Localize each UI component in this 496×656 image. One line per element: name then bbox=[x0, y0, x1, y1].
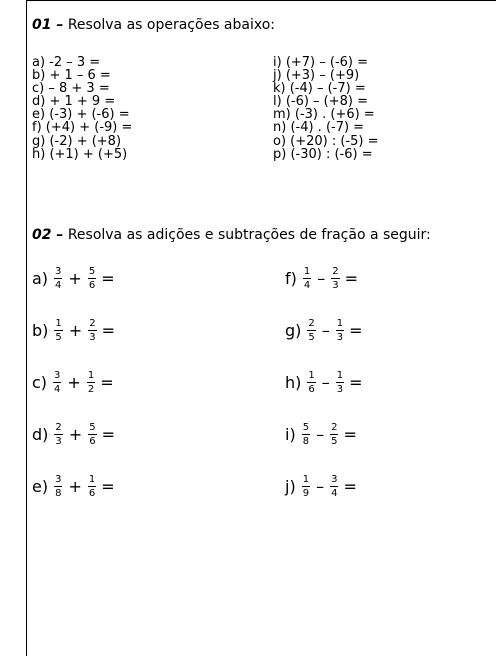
fraction-2 bbox=[88, 318, 96, 343]
equals-sign: = bbox=[343, 476, 357, 496]
fraction-item-g bbox=[285, 310, 363, 350]
operation-b: b) + 1 – 6 = bbox=[32, 68, 111, 84]
fraction-1 bbox=[307, 318, 315, 343]
equals-sign: = bbox=[344, 268, 359, 288]
item-letter: g) bbox=[285, 320, 302, 340]
denominator: 5 bbox=[331, 435, 338, 447]
numerator: 1 bbox=[88, 473, 96, 485]
fraction-2 bbox=[331, 266, 339, 291]
numerator: 3 bbox=[55, 473, 62, 485]
equals-sign: = bbox=[101, 424, 115, 444]
item-letter: d) bbox=[32, 424, 49, 444]
section-1-number: 01 – bbox=[32, 17, 64, 33]
fraction-1 bbox=[53, 370, 61, 395]
denominator: 2 bbox=[87, 383, 95, 395]
numerator: 1 bbox=[336, 317, 344, 329]
numerator: 5 bbox=[302, 421, 310, 433]
fraction-2 bbox=[87, 370, 95, 395]
operator: + bbox=[68, 476, 82, 496]
numerator: 1 bbox=[55, 317, 62, 329]
operator: – bbox=[316, 424, 325, 444]
denominator: 4 bbox=[331, 487, 338, 499]
fraction-item-d bbox=[32, 414, 115, 454]
numerator: 1 bbox=[303, 265, 311, 277]
denominator: 5 bbox=[308, 331, 315, 343]
item-letter: j) bbox=[285, 476, 296, 496]
numerator: 2 bbox=[331, 421, 338, 433]
denominator: 3 bbox=[332, 279, 339, 291]
fraction-2 bbox=[336, 318, 344, 343]
operation-e: e) (-3) + (-6) = bbox=[32, 107, 130, 123]
section-2-number: 02 – bbox=[32, 227, 64, 243]
operator: + bbox=[67, 372, 81, 392]
numerator: 5 bbox=[89, 421, 96, 433]
fraction-item-e bbox=[32, 466, 115, 506]
fraction-2 bbox=[88, 422, 96, 447]
operation-j: j) (+3) – (+9) bbox=[273, 68, 360, 84]
fraction-1 bbox=[54, 474, 62, 499]
equals-sign: = bbox=[101, 268, 115, 288]
operations-right-column bbox=[273, 56, 379, 161]
fraction-2 bbox=[336, 370, 344, 395]
operator: – bbox=[316, 476, 325, 496]
fraction-1 bbox=[54, 318, 62, 343]
operation-l: l) (-6) – (+8) = bbox=[273, 94, 369, 110]
numerator: 2 bbox=[308, 317, 315, 329]
operator: – bbox=[321, 372, 330, 392]
operator: – bbox=[321, 320, 330, 340]
numerator: 3 bbox=[54, 369, 61, 381]
fraction-2 bbox=[330, 422, 338, 447]
denominator: 5 bbox=[55, 331, 62, 343]
operation-o: o) (+20) : (-5) = bbox=[273, 133, 379, 149]
equals-sign: = bbox=[100, 372, 114, 392]
denominator: 3 bbox=[55, 435, 62, 447]
numerator: 3 bbox=[55, 265, 62, 277]
numerator: 2 bbox=[89, 317, 96, 329]
fraction-1 bbox=[54, 266, 62, 291]
item-letter: i) bbox=[285, 424, 296, 444]
operator: – bbox=[317, 268, 326, 288]
operation-m: m) (-3) . (+6) = bbox=[273, 107, 375, 123]
top-border-line bbox=[26, 0, 496, 1]
equals-sign: = bbox=[343, 424, 357, 444]
fraction-2 bbox=[330, 474, 338, 499]
numerator: 1 bbox=[302, 473, 310, 485]
numerator: 2 bbox=[332, 265, 339, 277]
fraction-1 bbox=[303, 266, 311, 291]
operator: + bbox=[68, 268, 82, 288]
numerator: 2 bbox=[55, 421, 62, 433]
fraction-item-j bbox=[285, 466, 357, 506]
denominator: 6 bbox=[88, 487, 96, 499]
denominator: 4 bbox=[54, 383, 61, 395]
denominator: 6 bbox=[88, 279, 96, 291]
fraction-2 bbox=[88, 266, 96, 291]
denominator: 3 bbox=[89, 331, 96, 343]
operation-h: h) (+1) + (+5) bbox=[32, 146, 128, 162]
equals-sign: = bbox=[101, 320, 115, 340]
denominator: 6 bbox=[89, 435, 96, 447]
fraction-item-h bbox=[285, 362, 363, 402]
operator: + bbox=[68, 424, 83, 444]
section-2-instruction: Resolva as adições e subtrações de fração a seguir: bbox=[67, 227, 431, 243]
item-letter: a) bbox=[32, 268, 49, 288]
fraction-item-a bbox=[32, 258, 115, 298]
numerator: 1 bbox=[308, 369, 315, 381]
item-letter: f) bbox=[285, 268, 297, 288]
denominator: 4 bbox=[55, 279, 62, 291]
operation-i: i) (+7) – (-6) = bbox=[273, 55, 369, 70]
denominator: 8 bbox=[302, 435, 310, 447]
fraction-item-f bbox=[285, 258, 358, 298]
operation-p: p) (-30) : (-6) = bbox=[273, 146, 373, 162]
equals-sign: = bbox=[101, 476, 115, 496]
fraction-1 bbox=[307, 370, 315, 395]
equals-sign: = bbox=[349, 320, 363, 340]
equals-sign: = bbox=[349, 372, 363, 392]
denominator: 9 bbox=[302, 487, 310, 499]
operation-g: g) (-2) + (+8) bbox=[32, 133, 122, 149]
operation-a: a) -2 – 3 = bbox=[32, 55, 101, 70]
section-1-heading bbox=[32, 17, 275, 33]
section-1-instruction: Resolva as operações abaixo: bbox=[67, 17, 276, 33]
fraction-item-i bbox=[285, 414, 357, 454]
left-margin-line bbox=[26, 0, 27, 656]
item-letter: b) bbox=[32, 320, 49, 340]
section-2-heading bbox=[32, 227, 431, 243]
item-letter: h) bbox=[285, 372, 302, 392]
operations-left-column bbox=[32, 56, 132, 161]
fraction-item-c bbox=[32, 362, 114, 402]
operation-k: k) (-4) – (-7) = bbox=[273, 81, 366, 97]
fraction-1 bbox=[54, 422, 62, 447]
fraction-2 bbox=[88, 474, 96, 499]
operation-d: d) + 1 + 9 = bbox=[32, 94, 116, 110]
item-letter: c) bbox=[32, 372, 48, 392]
fraction-item-b bbox=[32, 310, 115, 350]
operator: + bbox=[68, 320, 83, 340]
operation-f: f) (+4) + (-9) = bbox=[32, 120, 133, 136]
denominator: 4 bbox=[303, 279, 311, 291]
numerator: 1 bbox=[87, 369, 95, 381]
numerator: 1 bbox=[336, 369, 344, 381]
item-letter: e) bbox=[32, 476, 49, 496]
denominator: 8 bbox=[55, 487, 62, 499]
denominator: 3 bbox=[336, 331, 344, 343]
numerator: 3 bbox=[331, 473, 338, 485]
denominator: 3 bbox=[336, 383, 344, 395]
numerator: 5 bbox=[88, 265, 96, 277]
operation-n: n) (-4) . (-7) = bbox=[273, 120, 365, 136]
denominator: 6 bbox=[308, 383, 315, 395]
fraction-1 bbox=[302, 474, 310, 499]
operation-c: c) – 8 + 3 = bbox=[32, 81, 110, 97]
fraction-1 bbox=[302, 422, 310, 447]
